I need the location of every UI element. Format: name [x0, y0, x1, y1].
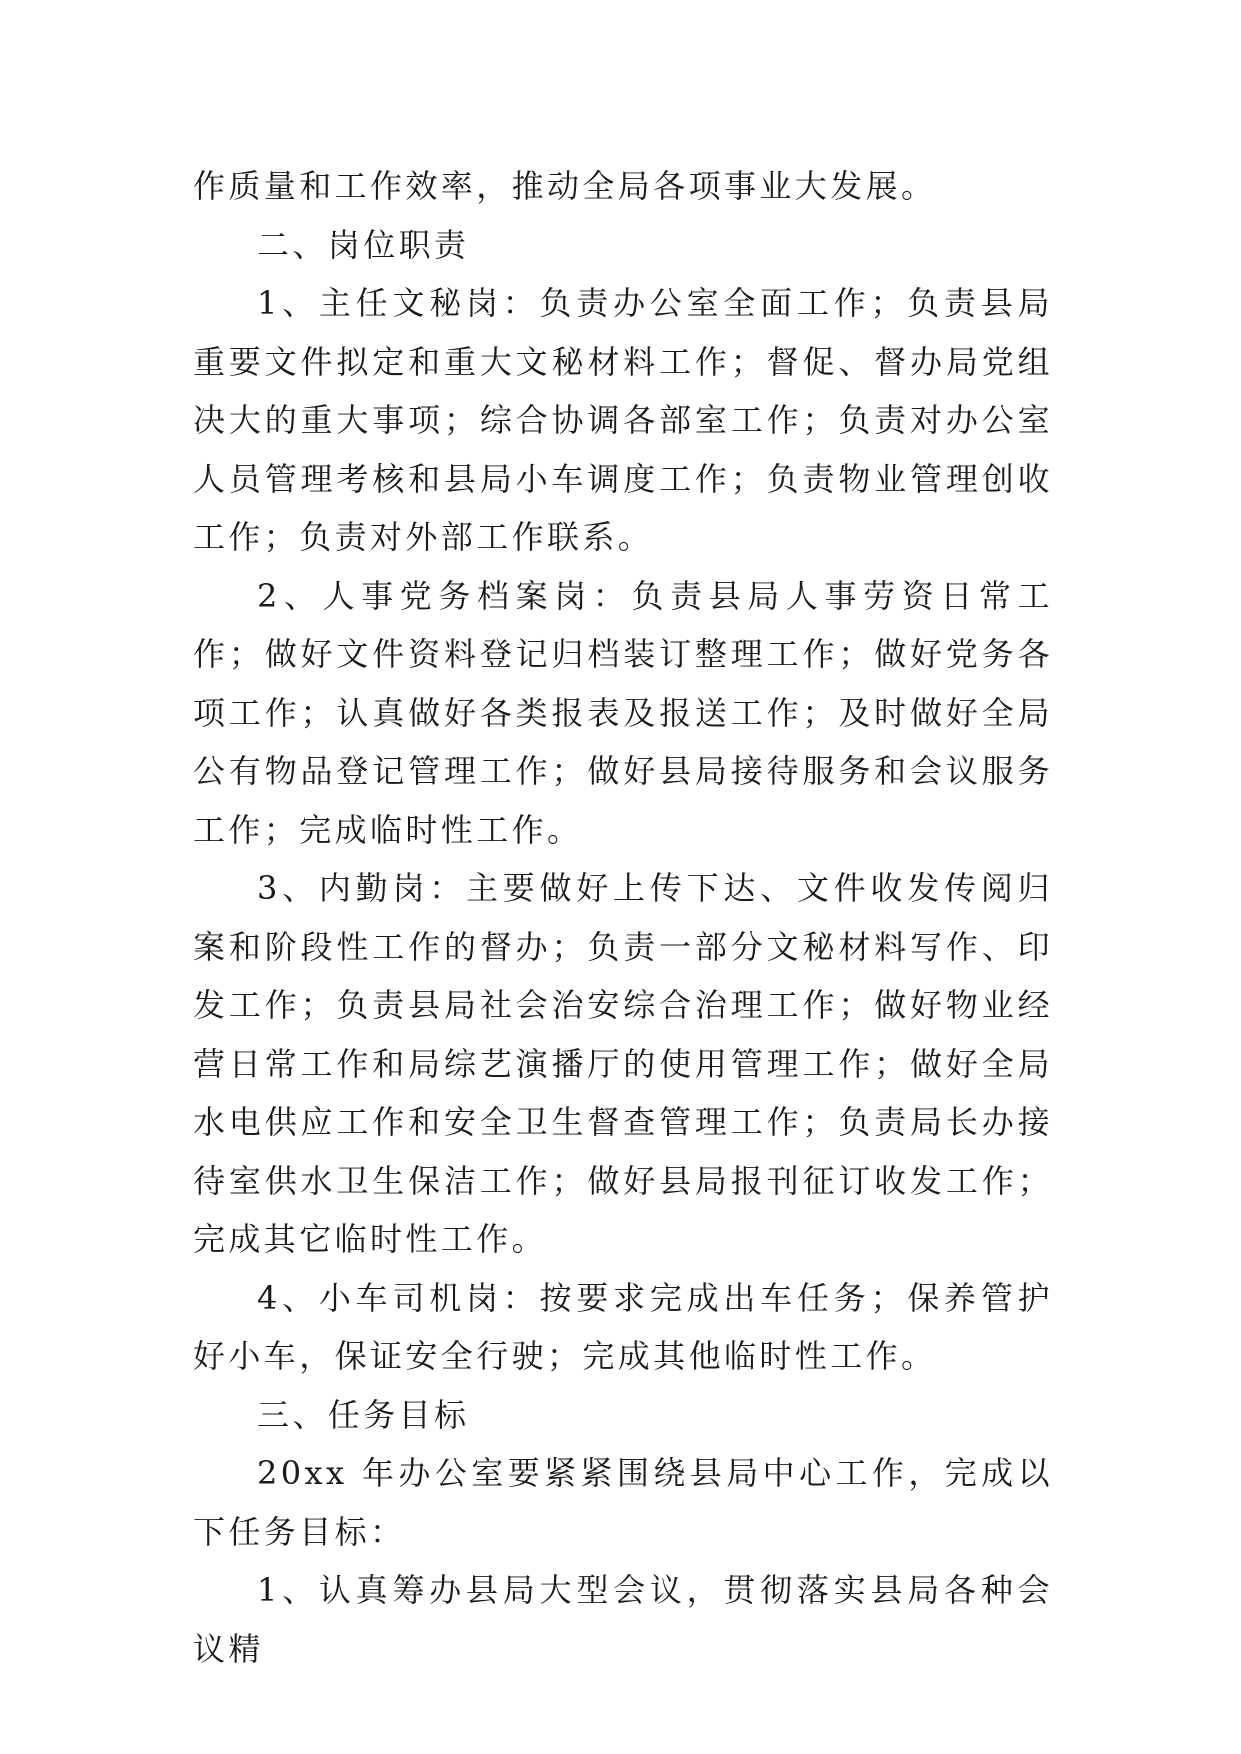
- paragraph-goal-1: 1、认真筹办县局大型会议，贯彻落实县局各种会议精: [193, 1571, 1053, 1668]
- paragraph-duty-1: 1、主任文秘岗：负责办公室全面工作；负责县局重要文件拟定和重大文秘材料工作；督促、督办局党组决大的重大事项；综合协调各部室工作；负责对办公室人员管理考核和县局小车调度工作；负责物业管理创收工作；负责对外部工作联系。: [193, 284, 1053, 556]
- document-body: [193, 157, 1053, 1678]
- paragraph-duty-4: 4、小车司机岗：按要求完成出车任务；保养管护好小车，保证安全行驶；完成其他临时性工作。: [193, 1278, 1053, 1375]
- paragraph-goals-intro: 20xx 年办公室要紧紧围绕县局中心工作，完成以下任务目标：: [193, 1454, 1053, 1551]
- section-heading-goals: 三、任务目标: [257, 1395, 470, 1434]
- paragraph-duty-3: 3、内勤岗：主要做好上传下达、文件收发传阅归案和阶段性工作的督办；负责一部分文秘材料写作、印发工作；负责县局社会治安综合治理工作；做好物业经营日常工作和局综艺演播厅的使用管理工作；做好全局水电供应工作和安全卫生督查管理工作；负责局长办接待室供水卫生保洁工作；做好县局报刊征订收发工作；完成其它临时性工作。: [193, 869, 1053, 1258]
- paragraph-continuation: 作质量和工作效率，推动全局各项事业大发展。: [193, 167, 937, 205]
- paragraph-duty-2: 2、人事党务档案岗：负责县局人事劳资日常工作；做好文件资料登记归档装订整理工作；做好党务各项工作；认真做好各类报表及报送工作；及时做好全局公有物品登记管理工作；做好县局接待服务和会议服务工作；完成临时性工作。: [193, 576, 1053, 849]
- section-heading-duties: 二、岗位职责: [257, 225, 470, 264]
